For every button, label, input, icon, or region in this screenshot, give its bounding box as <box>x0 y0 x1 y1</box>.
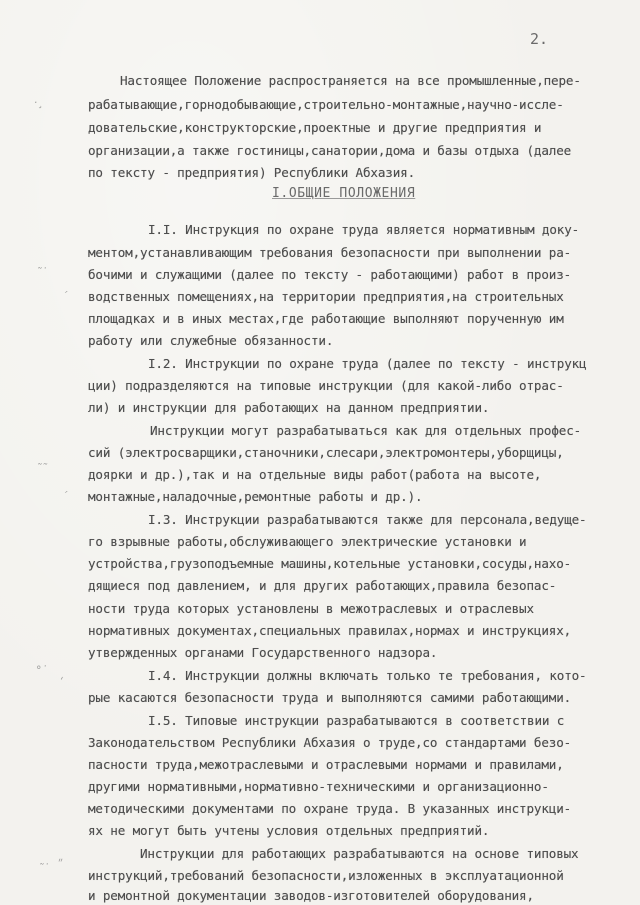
body-line: рые касаются безопасности труда и выполняются самими работающими. <box>88 690 572 705</box>
section-heading: I.ОБЩИЕ ПОЛОЖЕНИЯ <box>272 186 416 201</box>
body-line: ли) и инструкции для работающих на данном предприятии. <box>88 400 490 415</box>
margin-mark-9: ʺ <box>58 858 64 871</box>
body-line: I.5. Типовые инструкции разрабатываются в соответствии с <box>148 713 565 728</box>
body-line: Инструкции могут разрабатываться как для отдельных профес- <box>150 423 582 438</box>
body-line: I.2. Инструкции по охране труда (далее по тексту - инструкц <box>148 356 587 371</box>
body-line: I.4. Инструкции должны включать только те требования, кото- <box>148 668 587 683</box>
body-line: ности труда которых установлены в межотраслевых и отраслевых <box>88 601 534 616</box>
body-line: ментом,устанавливающим требования безопасности при выполнении ра- <box>88 245 572 260</box>
margin-mark-1: ·¸ <box>34 96 43 109</box>
body-line: методическими документами по охране труда. В указанных инструкци- <box>88 801 572 816</box>
body-line: ях не могут быть учтены условия отдельных предприятий. <box>88 823 490 838</box>
margin-mark-8: ˜˙ <box>38 862 49 875</box>
body-line: I.3. Инструкции разрабатываются также для персонала,ведуще- <box>148 512 587 527</box>
body-line: доярки и др.),так и на отдельные виды работ(работа на высоте, <box>88 467 542 482</box>
margin-mark-3: ˊ <box>62 290 68 303</box>
body-line: го взрывные работы,обслуживающего электрические установки и <box>88 534 527 549</box>
body-line: устройства,грузоподъемные машины,котельные установки,сосуды,нахо- <box>88 556 572 571</box>
body-line: утвержденных органами Государственного надзора. <box>88 645 438 660</box>
intro-line: по тексту - предприятия) Республики Абхазия. <box>88 165 416 180</box>
margin-mark-7: ʻ <box>60 675 64 688</box>
margin-mark-2: ˜˙ <box>36 266 47 279</box>
body-line: сий (электросварщики,станочники,слесари,электромонтеры,уборщицы, <box>88 445 564 460</box>
body-line: работу или служебные обязанности. <box>88 333 334 348</box>
body-line: I.I. Инструкция по охране труда является нормативным доку- <box>148 222 580 237</box>
body-line: водственных помещениях,на территории предприятия,на строительных <box>88 289 564 304</box>
page-number: 2. <box>530 30 549 48</box>
intro-line: довательские,конструкторские,проектные и другие предприятия и <box>88 120 542 135</box>
body-line: ции) подразделяются на типовые инструкции (для какой-либо отрас- <box>88 378 564 393</box>
body-line: Инструкции для работающих разрабатываются на основе типовых <box>140 846 579 861</box>
body-line: монтажные,наладочные,ремонтные работы и др.). <box>88 489 423 504</box>
body-line: другими нормативными,нормативно-техническими и организационно- <box>88 779 549 794</box>
intro-line: рабатывающие,горнодобывающие,строительно-монтажные,научно-иссле- <box>88 97 564 112</box>
body-line: и ремонтной документации заводов-изготовителей оборудования, <box>88 888 534 903</box>
body-line: Законодательством Республики Абхазия о труде,со стандартами безо- <box>88 735 572 750</box>
body-line: площадках и в иных местах,где работающие выполняют порученную им <box>88 311 564 326</box>
body-line: инструкций,требований безопасности,изложенных в эксплуатационной <box>88 868 564 883</box>
body-line: дящиеся под давлением, и для других работающих,правила безопас- <box>88 578 557 593</box>
margin-mark-5: ˊ <box>62 490 68 503</box>
margin-mark-6: °˙ <box>36 664 47 677</box>
body-line: нормативных документах,специальных правилах,нормах и инструкциях, <box>88 623 572 638</box>
intro-line: Настоящее Положение распространяется на все промышленные,пере- <box>120 73 581 88</box>
body-line: пасности труда,межотраслевыми и отраслевыми нормами и правилами, <box>88 757 564 772</box>
margin-mark-4: ˜˜ <box>36 462 47 475</box>
body-line: бочими и служащими (далее по тексту - работающими) работ в произ- <box>88 267 572 282</box>
intro-line: организации,а также гостиницы,санатории,дома и базы отдыха (далее <box>88 143 572 158</box>
